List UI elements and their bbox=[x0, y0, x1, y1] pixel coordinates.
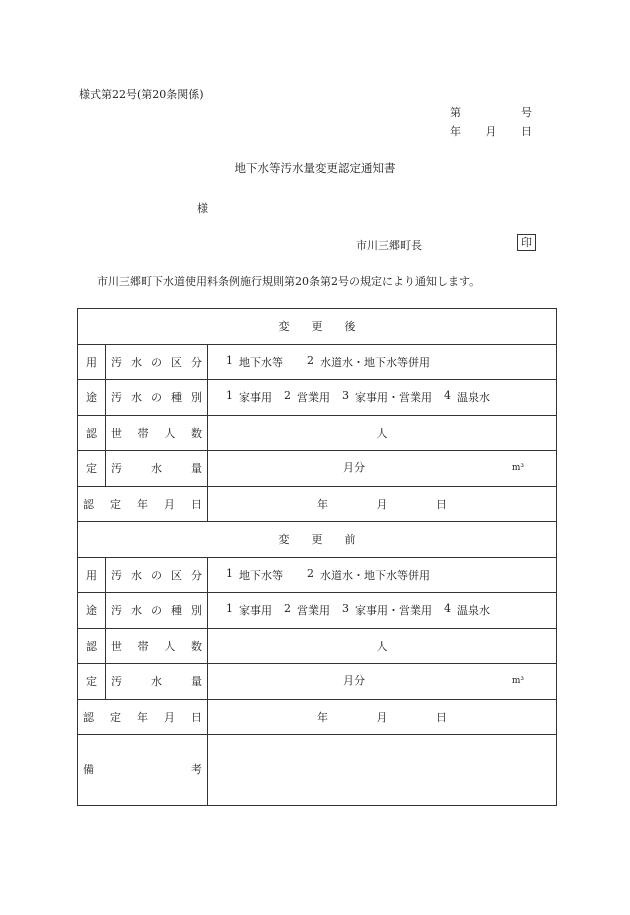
section-title-after: 変 更 後 bbox=[78, 309, 557, 345]
section-title-before: 変 更 前 bbox=[78, 522, 557, 558]
section-header-after bbox=[78, 309, 557, 345]
label-remarks: 備 考 bbox=[78, 735, 208, 806]
remarks-row bbox=[78, 735, 557, 806]
label-households: 世 帯 人 数 bbox=[106, 628, 208, 664]
number-suffix: 号 bbox=[521, 106, 532, 119]
table-row bbox=[78, 557, 557, 593]
table-row bbox=[78, 664, 557, 700]
households-value[interactable]: 人 bbox=[208, 415, 557, 451]
group-label-use-1: 用 bbox=[78, 344, 106, 380]
sewage-type-options[interactable]: 1 家事用 2 営業用 3 家事用・営業用 4 温泉水 bbox=[208, 380, 557, 416]
label-sewage-class: 汚 水 の 区 分 bbox=[106, 344, 208, 380]
section-header-before bbox=[78, 522, 557, 558]
group-label-cert-1: 認 bbox=[78, 628, 106, 664]
table-row bbox=[78, 628, 557, 664]
table-row bbox=[78, 451, 557, 487]
date-year: 年 bbox=[450, 125, 461, 138]
table-row bbox=[78, 486, 557, 522]
table-row bbox=[78, 699, 557, 735]
group-label-use-2: 途 bbox=[78, 380, 106, 416]
label-households: 世 帯 人 数 bbox=[106, 415, 208, 451]
document-date-line bbox=[450, 123, 532, 139]
remarks-value[interactable] bbox=[208, 735, 557, 806]
label-cert-date: 認 定 年 月 日 bbox=[78, 699, 208, 735]
label-volume: 汚 水 量 bbox=[106, 664, 208, 700]
table-row bbox=[78, 380, 557, 416]
sewage-type-options[interactable]: 1 家事用 2 営業用 3 家事用・営業用 4 温泉水 bbox=[208, 593, 557, 629]
document-title: 地下水等汚水量変更認定通知書 bbox=[234, 161, 396, 175]
group-label-cert-1: 認 bbox=[78, 415, 106, 451]
date-day: 日 bbox=[521, 125, 532, 138]
group-label-cert-2: 定 bbox=[78, 664, 106, 700]
volume-value[interactable]: 月分 m³ bbox=[208, 451, 557, 487]
group-label-cert-2: 定 bbox=[78, 451, 106, 487]
notification-text: 市川三郷町下水道使用料条例施行規則第20条第2号の規定により通知します。 bbox=[97, 275, 481, 288]
table-row bbox=[78, 415, 557, 451]
sewage-class-options[interactable]: 1 地下水等 2 水道水・地下水等併用 bbox=[208, 557, 557, 593]
table-row bbox=[78, 593, 557, 629]
label-cert-date: 認 定 年 月 日 bbox=[78, 486, 208, 522]
form-number: 様式第22号(第20条関係) bbox=[79, 88, 204, 101]
addressee-suffix: 様 bbox=[197, 202, 208, 215]
document-number-line bbox=[450, 104, 532, 120]
group-label-use-2: 途 bbox=[78, 593, 106, 629]
seal-stamp: 印 bbox=[517, 234, 536, 251]
date-month: 月 bbox=[485, 125, 497, 138]
label-volume: 汚 水 量 bbox=[106, 451, 208, 487]
cert-date-value[interactable]: 年 月 日 bbox=[208, 699, 557, 735]
number-prefix: 第 bbox=[450, 106, 461, 119]
table-row bbox=[78, 344, 557, 380]
group-label-use-1: 用 bbox=[78, 557, 106, 593]
issuer-name: 市川三郷町長 bbox=[356, 239, 422, 252]
cert-date-value[interactable]: 年 月 日 bbox=[208, 486, 557, 522]
households-value[interactable]: 人 bbox=[208, 628, 557, 664]
label-sewage-type: 汚 水 の 種 別 bbox=[106, 593, 208, 629]
label-sewage-class: 汚 水 の 区 分 bbox=[106, 557, 208, 593]
volume-value[interactable]: 月分 m³ bbox=[208, 664, 557, 700]
label-sewage-type: 汚 水 の 種 別 bbox=[106, 380, 208, 416]
change-form-table bbox=[77, 308, 557, 806]
sewage-class-options[interactable]: 1 地下水等 2 水道水・地下水等併用 bbox=[208, 344, 557, 380]
